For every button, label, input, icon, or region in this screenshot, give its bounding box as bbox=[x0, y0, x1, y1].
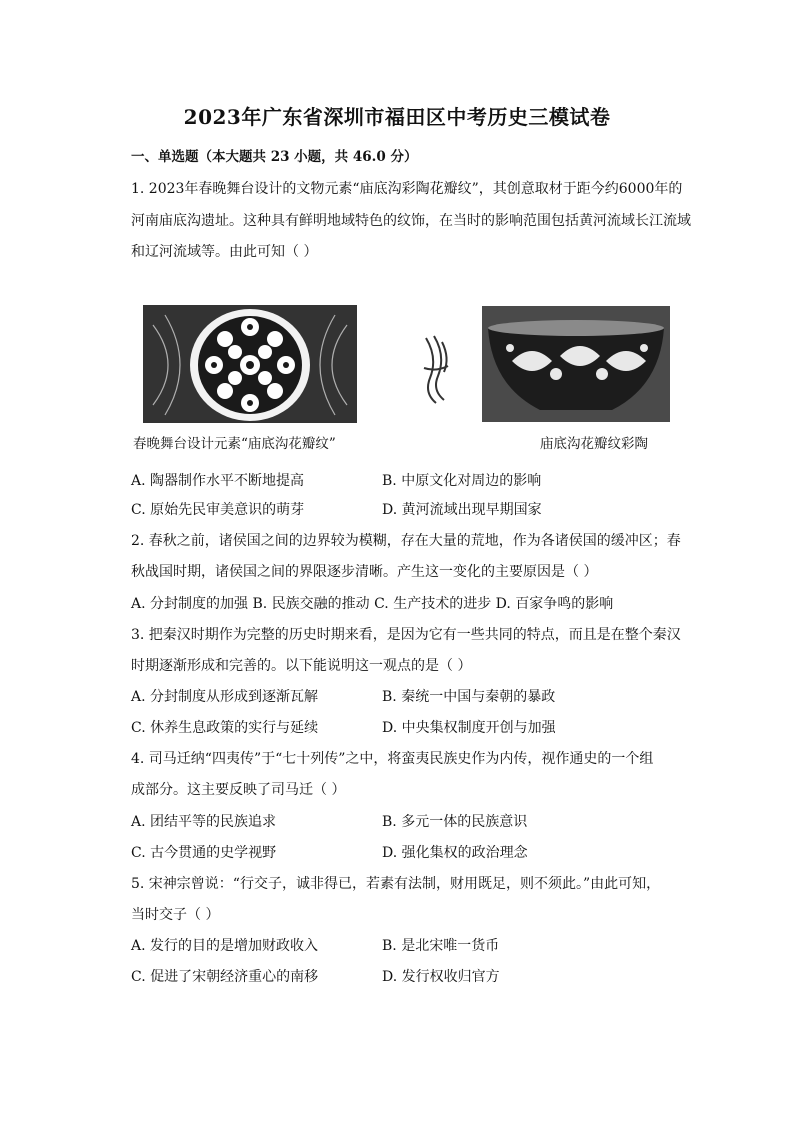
q5-option-d[interactable]: D. 发行权收归官方 bbox=[382, 969, 500, 985]
q1-line-1: 1. 2023年春晚舞台设计的文物元素“庙底沟彩陶花瓣纹”，其创意取材于距今约6000年的 bbox=[131, 181, 683, 197]
q5-option-b[interactable]: B. 是北宋唯一货币 bbox=[382, 938, 500, 954]
q4-line-1: 4. 司马迁纳“四夷传”于“七十列传”之中，将蛮夷民族史作为内传，视作通史的一个组 bbox=[131, 751, 654, 767]
q2-options[interactable]: A. 分封制度的加强 B. 民族交融的推动 C. 生产技术的进步 D. 百家争鸣的影响 bbox=[131, 596, 614, 612]
q3-option-b[interactable]: B. 秦统一中国与秦朝的暴政 bbox=[382, 689, 556, 705]
q3-line-2: 时期逐渐形成和完善的。以下能说明这一观点的是（ ） bbox=[131, 658, 472, 674]
q1-option-b[interactable]: B. 中原文化对周边的影响 bbox=[382, 473, 542, 489]
q3-line-1: 3. 把秦汉时期作为完整的历史时期来看，是因为它有一些共同的特点，而且是在整个秦汉 bbox=[131, 627, 681, 643]
page-title: 2023年广东省深圳市福田区中考历史三模试卷 bbox=[183, 105, 611, 129]
q5-option-c[interactable]: C. 促进了宋朝经济重心的南移 bbox=[131, 969, 319, 985]
q1-option-a[interactable]: A. 陶器制作水平不断地提高 bbox=[131, 473, 305, 489]
q3-option-a[interactable]: A. 分封制度从形成到逐渐瓦解 bbox=[131, 689, 319, 705]
q4-line-2: 成部分。这主要反映了司马迁（ ） bbox=[131, 782, 346, 798]
q4-option-d[interactable]: D. 强化集权的政治理念 bbox=[382, 845, 528, 861]
left-figure-caption: 春晚舞台设计元素“庙底沟花瓣纹” bbox=[133, 436, 336, 452]
q5-option-a[interactable]: A. 发行的目的是增加财政收入 bbox=[131, 938, 319, 954]
painted-pottery-bowl-image bbox=[482, 306, 670, 422]
right-figure-caption: 庙底沟花瓣纹彩陶 bbox=[540, 436, 648, 452]
q3-option-c[interactable]: C. 休养生息政策的实行与延续 bbox=[131, 720, 319, 736]
petal-sketch-image bbox=[418, 328, 456, 408]
q3-option-d[interactable]: D. 中央集权制度开创与加强 bbox=[382, 720, 556, 736]
q1-line-3: 和辽河流域等。由此可知（ ） bbox=[131, 244, 318, 260]
q5-line-2: 当时交子（ ） bbox=[131, 907, 220, 923]
q4-option-c[interactable]: C. 古今贯通的史学视野 bbox=[131, 845, 277, 861]
q4-option-b[interactable]: B. 多元一体的民族意识 bbox=[382, 814, 528, 830]
q5-line-1: 5. 宋神宗曾说：“行交子，诚非得已，若素有法制，财用既足，则不须此。”由此可知， bbox=[131, 876, 661, 892]
q1-option-c[interactable]: C. 原始先民审美意识的萌芽 bbox=[131, 502, 305, 518]
section-heading: 一、单选题（本大题共 23 小题，共 46.0 分） bbox=[131, 149, 418, 165]
q2-line-2: 秋战国时期，诸侯国之间的界限逐步清晰。产生这一变化的主要原因是（ ） bbox=[131, 564, 598, 580]
q4-option-a[interactable]: A. 团结平等的民族追求 bbox=[131, 814, 277, 830]
q1-option-d[interactable]: D. 黄河流域出现早期国家 bbox=[382, 502, 542, 518]
q1-line-2: 河南庙底沟遗址。这种具有鲜明地域特色的纹饰，在当时的影响范围包括黄河流域长江流域 bbox=[131, 213, 691, 229]
q2-line-1: 2. 春秋之前，诸侯国之间的边界较为模糊，存在大量的荒地，作为各诸侯国的缓冲区；春 bbox=[131, 533, 681, 549]
stage-petal-pattern-image bbox=[143, 305, 357, 423]
